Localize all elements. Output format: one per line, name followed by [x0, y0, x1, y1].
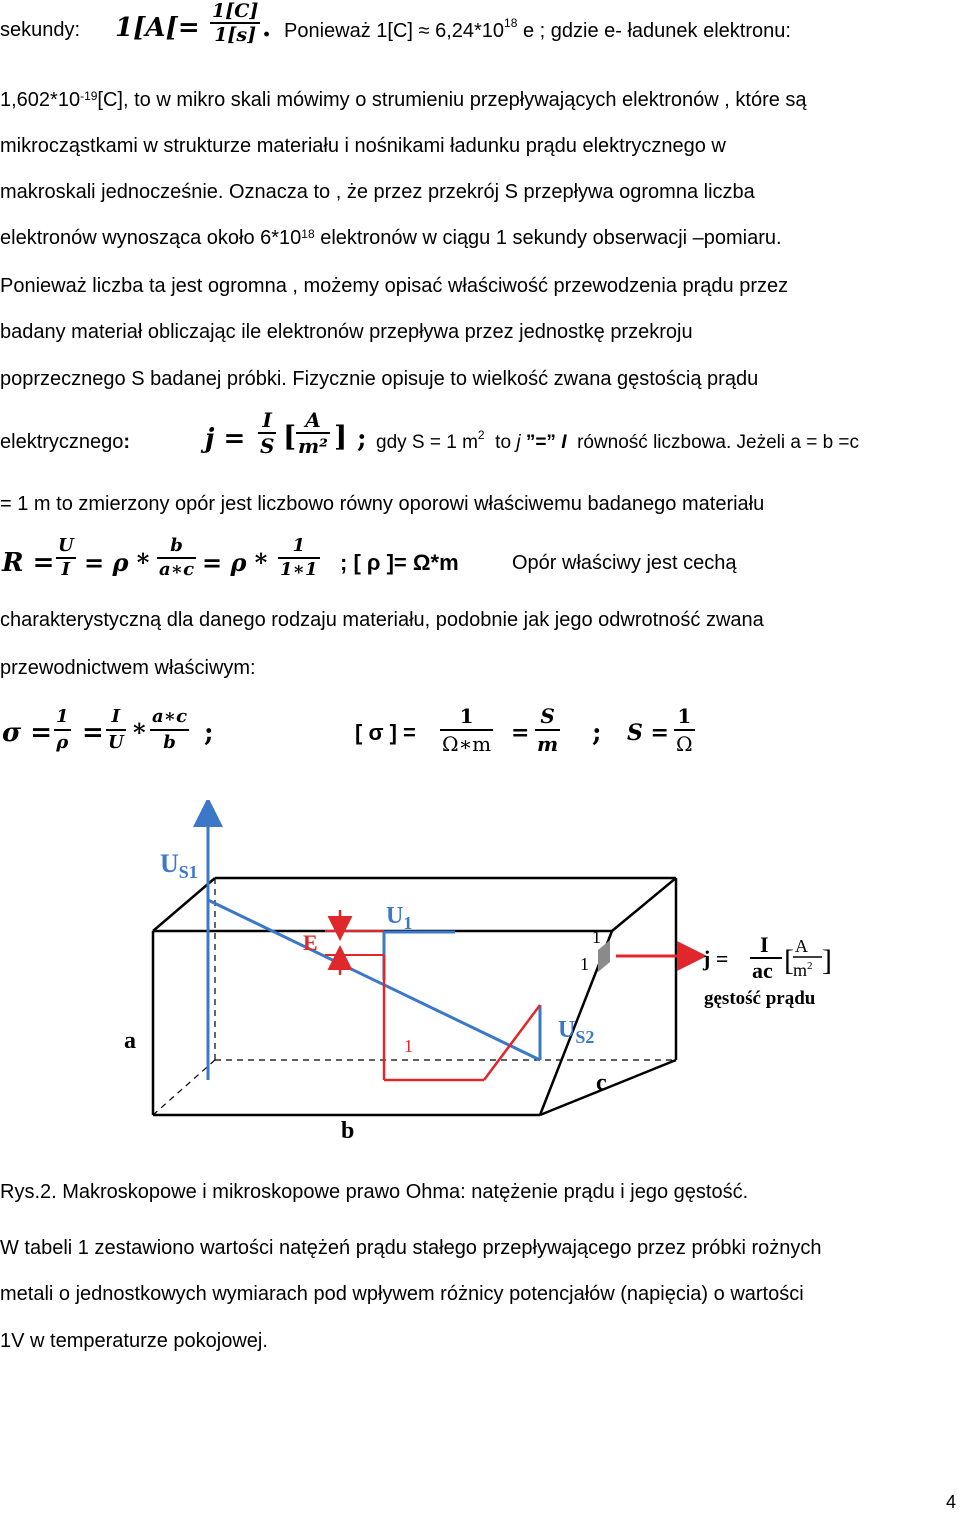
text-line-0 [0, 18, 80, 42]
fraction-numerator: S [540, 704, 555, 728]
line0-text1 [284, 16, 791, 43]
line1-exp: -19 [80, 89, 98, 103]
text-line-6: badany materiał obliczając ile elektronów przepływa przez jednostkę przekroju [0, 321, 693, 343]
formula-R-frac1 [56, 535, 76, 581]
line8-tail [376, 428, 860, 454]
fraction-denominator: S [260, 434, 275, 458]
red-diagonal [484, 1005, 540, 1080]
approx-sign: ≈ [418, 20, 430, 42]
line8-gdy: gdy S = 1 m [376, 432, 478, 453]
line8-prefix: elektrycznego [0, 431, 124, 453]
text-line-11: charakterystyczną dla danego rodzaju materiału, podobnie jak jego odwrotność zwana [0, 609, 764, 631]
j-unit-num: A [795, 936, 808, 956]
line4-b: elektronów w ciągu 1 sekundy obserwacji –pomiaru. [320, 227, 782, 249]
para2-line-0: W tabeli 1 zestawiono wartości natężeń prądu stałego przepływającego przez próbki rożnych [0, 1237, 822, 1259]
fraction-denominator: I [61, 559, 71, 580]
line8-tail-text: równość liczbowa. Jeżeli a = b =c [577, 432, 860, 453]
siemens-eq: S = [627, 720, 669, 746]
siemens-frac [674, 703, 695, 757]
text-line-4 [0, 226, 782, 250]
fraction-denominator: 1∗1 [280, 559, 318, 580]
label-us2: $U_{S2}$ [558, 1017, 595, 1047]
sigma-unit-eq: = [511, 720, 530, 746]
formula-j-fraction [258, 408, 276, 458]
line8-eqq: ”=” [525, 432, 556, 453]
line0-prefix: sekundy: [0, 19, 81, 41]
line4-a: elektronów wynosząca około 6*10 [0, 227, 302, 249]
unit-bracket-right: ] [334, 420, 348, 453]
fraction-denominator: m [537, 732, 559, 756]
label-1-bottom: 1 [580, 954, 589, 974]
line8-I: I [561, 432, 567, 453]
formula-R-frac3 [278, 535, 320, 581]
fraction-denominator: b [163, 732, 176, 753]
formula-j-eq: j = [205, 424, 246, 454]
para2-line-2: 1V w temperaturze pokojowej. [0, 1330, 268, 1352]
line0-exp: 18 [504, 16, 518, 30]
formula-R-rho: = ρ * [84, 548, 150, 577]
label-u1: $U_1$ [386, 903, 413, 933]
text-line-5: Ponieważ liczba ta jest ogromna , możemy opisać właściwość przewodzenia prądu przez [0, 275, 789, 297]
text-line-3: makroskali jednocześnie. Oznacza to , że przez przekrój S przepływa ogromna liczba [0, 181, 755, 203]
line4-exp: 18 [301, 227, 315, 241]
line0-text3: e ; gdzie e- ładunek elektronu: [522, 20, 791, 42]
sentence-dot: . [262, 13, 272, 43]
line0-text2: 6,24*10 [435, 20, 505, 42]
line8-to: to [495, 432, 512, 453]
figure-caption: Rys.2. Makroskopowe i mikroskopowe prawo Ohma: natężenie prądu i jego gęstość. [0, 1181, 749, 1203]
fraction-numerator: A [305, 408, 321, 432]
fraction-denominator: 1[s] [214, 24, 257, 46]
para2-line-1: metali o jednostkowych wymiarach pod wpływem różnicy potencjałów (napięcia) o wartości [0, 1283, 804, 1305]
formula-sigma-eq: = [82, 718, 104, 748]
formula-R: R = [2, 548, 55, 578]
formula-sigma-frac2 [106, 705, 126, 755]
text-line-9: = 1 m to zmierzony opór jest liczbowo równy oporowi właściwemu badanego materiału [0, 493, 765, 515]
fraction-denominator: U [108, 732, 124, 753]
text-line-1 [0, 88, 807, 112]
sigma-unit-semi: ; [592, 718, 602, 748]
line10-tail: Opór właściwy jest cechą [512, 552, 737, 574]
sigma-unit-frac2 [535, 703, 560, 757]
text-line-8 [0, 430, 130, 454]
fraction-numerator: I [262, 408, 272, 432]
j-unit-den: $m^2$ [793, 960, 813, 980]
density-caption: gęstość prądu [704, 988, 816, 1009]
ohm-law-figure [0, 800, 960, 1160]
j-eq: j = [703, 946, 729, 971]
text-line-12: przewodnictwem właściwym: [0, 657, 256, 679]
fraction-denominator: Ω [676, 732, 693, 756]
j-unit-lbr: [ [784, 944, 794, 977]
label-1-top: 1 [592, 927, 601, 947]
page-number: 4 [946, 1492, 957, 1512]
fraction-numerator: 1 [292, 535, 306, 556]
formula-ampere: 1[A[= [115, 13, 200, 43]
label-c: c [596, 1070, 607, 1096]
formula-R-rho2: = ρ * [202, 548, 268, 577]
text-line-2: mikrocząstkami w strukturze materiału i nośnikami ładunku prądu elektrycznego w [0, 135, 726, 157]
fraction-denominator: m² [298, 434, 328, 458]
formula-rho-unit: ; [ ρ ]= Ω*m [340, 550, 459, 575]
label-us1: $U_{S1}$ [160, 849, 198, 882]
potential-line [208, 900, 540, 1060]
formula-j-unit-fraction [296, 408, 330, 458]
fraction-denominator: Ω∗m [442, 732, 492, 756]
fraction-numerator: 1 [459, 704, 474, 728]
sigma-unit-frac1 [440, 703, 493, 757]
formula-sigma-frac3 [150, 705, 189, 755]
fraction-numerator: 1 [56, 706, 69, 727]
line1-a: 1,602*10 [0, 89, 81, 111]
j-unit-rbr: ] [822, 944, 832, 977]
formula-ampere-fraction [210, 0, 260, 46]
fraction-numerator: 1[C] [212, 0, 259, 22]
line8-colon: : [123, 431, 131, 453]
unit-bracket-left: [ [283, 420, 297, 453]
label-1-red: 1 [404, 1036, 413, 1056]
formula-sigma-star: * [133, 718, 146, 747]
line0-text1-a: Ponieważ 1[C] [284, 20, 413, 42]
fraction-numerator: I [111, 706, 121, 727]
label-a: a [124, 1028, 136, 1054]
line1-b: [C], to w mikro skali mówimy o strumieniu przepływających elektronów , które są [97, 89, 807, 111]
text-line-7: poprzecznego S badanej próbki. Fizycznie opisuje to wielkość zwana gęstością prądu [0, 368, 759, 390]
formula-sigma-frac1 [54, 705, 71, 755]
formula-sigma: σ = [2, 718, 53, 748]
line8-j: j [516, 432, 521, 453]
label-e: E [303, 930, 318, 955]
j-den: ac [752, 958, 773, 983]
line8-exp: 2 [477, 428, 485, 442]
formula-sigma-semi: ; [204, 718, 214, 748]
j-num: I [760, 932, 769, 957]
fraction-denominator: ρ [56, 732, 69, 753]
fraction-numerator: b [170, 535, 183, 556]
fraction-numerator: 1 [677, 704, 692, 728]
sigma-unit-label: [ σ ] = [355, 720, 416, 745]
formula-semicolon: ; [357, 424, 367, 454]
label-b: b [341, 1118, 355, 1144]
fraction-denominator: a∗c [159, 559, 195, 580]
formula-R-frac2 [157, 535, 196, 581]
fraction-numerator: a∗c [152, 706, 188, 727]
fraction-numerator: U [58, 535, 74, 556]
